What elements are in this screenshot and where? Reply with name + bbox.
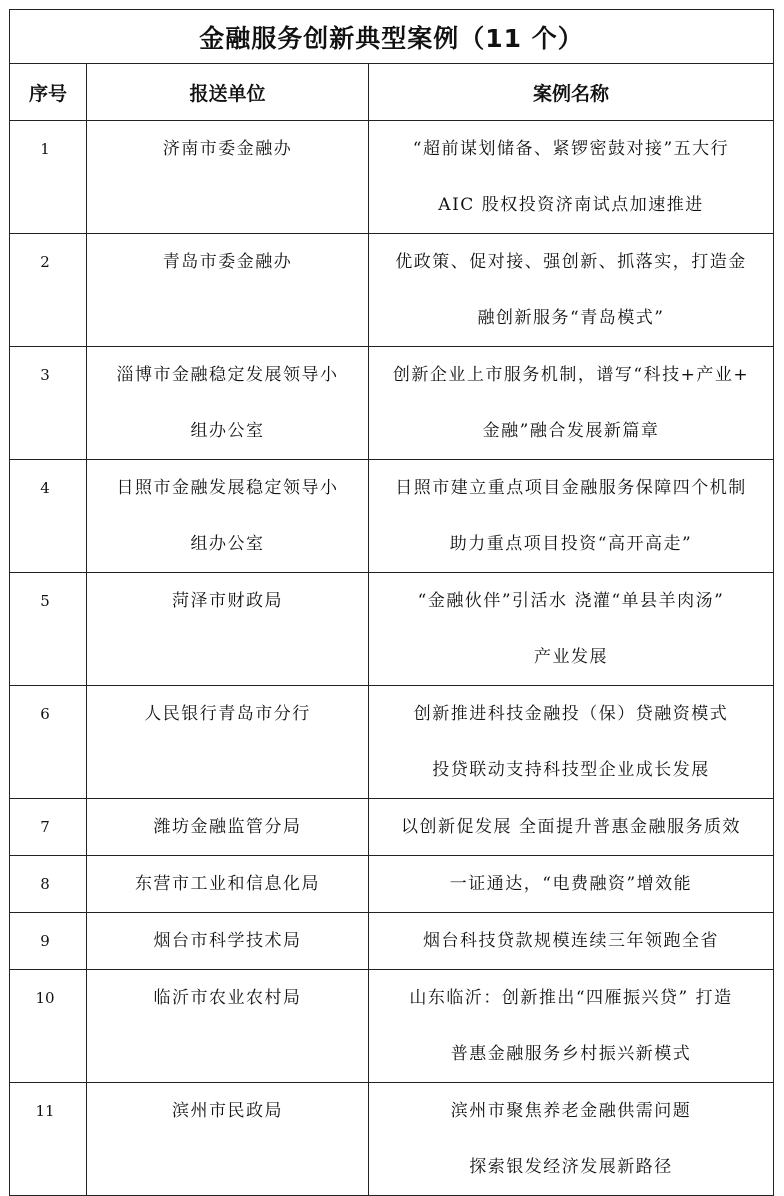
row-index-cell [10,913,87,970]
row-index: 1 [40,140,50,158]
row-case-cell [369,234,774,347]
header-index: 序号 [10,64,87,121]
row-case-cell [369,799,774,856]
case-name: 一证通达，“电费融资”增效能 [449,874,693,894]
reporting-unit: 滨州市民政局 [172,1101,283,1121]
case-table [9,9,774,1196]
reporting-unit: 东营市工业和信息化局 [135,874,320,894]
row-index-cell [10,686,87,799]
row-index-cell [10,234,87,347]
case-name: 产业发展 [534,647,608,667]
row-unit-cell [87,913,369,970]
reporting-unit: 组办公室 [190,421,265,441]
row-unit-cell [87,234,369,347]
case-name: 烟台科技贷款规模连续三年领跑全省 [423,931,719,951]
row-unit-cell [87,347,369,460]
table-row [10,121,774,234]
reporting-unit: 临沂市农业农村局 [153,988,302,1008]
row-index: 11 [35,1102,55,1120]
row-unit-cell [87,970,369,1083]
row-case-cell [369,121,774,234]
row-case-cell [369,347,774,460]
row-index: 10 [35,989,55,1007]
case-name: “金融伙伴”引活水 浇灌“单县羊肉汤” [417,591,725,611]
row-index-cell [10,121,87,234]
row-case-cell [369,686,774,799]
row-unit-cell [87,121,369,234]
row-index: 6 [40,705,50,723]
case-name: 创新推进科技金融投（保）贷融资模式 [413,704,729,724]
reporting-unit: 日照市金融发展稳定领导小 [116,478,339,498]
row-unit-cell [87,686,369,799]
row-index-cell [10,799,87,856]
case-name: AIC 股权投资济南试点加速推进 [438,195,704,215]
case-name: 金融”融合发展新篇章 [482,421,660,441]
row-index-cell [10,970,87,1083]
table-row [10,799,774,856]
reporting-unit: 烟台市科学技术局 [153,931,302,951]
row-index: 2 [40,253,50,271]
reporting-unit: 组办公室 [190,534,265,554]
row-unit-cell [87,573,369,686]
title-row [10,10,774,64]
row-unit-cell [87,460,369,573]
case-name: 优政策、促对接、强创新、抓落实，打造金 [395,252,747,272]
row-index: 4 [40,479,50,497]
case-name: 滨州市聚焦养老金融供需问题 [450,1101,692,1121]
table-row [10,1083,774,1196]
table-title: 金融服务创新典型案例（11 个） [10,10,774,64]
table-row [10,347,774,460]
row-index: 3 [40,366,50,384]
reporting-unit: 菏泽市财政局 [172,591,283,611]
table-row [10,234,774,347]
row-unit-cell [87,856,369,913]
row-case-cell [369,856,774,913]
case-name: 普惠金融服务乡村振兴新模式 [450,1044,692,1064]
case-name: 探索银发经济发展新路径 [469,1157,673,1177]
row-index: 5 [40,592,50,610]
table-row [10,460,774,573]
reporting-unit: 潍坊金融监管分局 [153,817,302,837]
row-case-cell [369,970,774,1083]
table-row [10,856,774,913]
case-name: 日照市建立重点项目金融服务保障四个机制 [395,478,747,498]
case-name: 创新企业上市服务机制，谱写“科技+产业+ [392,365,750,385]
case-name: 投贷联动支持科技型企业成长发展 [432,760,710,780]
row-index-cell [10,573,87,686]
case-name: 助力重点项目投资“高开高走” [449,534,693,554]
header-case-name: 案例名称 [369,64,774,121]
reporting-unit: 淄博市金融稳定发展领导小 [116,365,339,385]
table-row [10,573,774,686]
header-unit: 报送单位 [87,64,369,121]
reporting-unit: 人民银行青岛市分行 [144,704,311,724]
table-row [10,970,774,1083]
table-row [10,913,774,970]
reporting-unit: 青岛市委金融办 [162,252,293,272]
table-row [10,686,774,799]
case-name: “超前谋划储备、紧锣密鼓对接”五大行 [412,139,730,159]
row-index: 9 [40,932,50,950]
row-case-cell [369,1083,774,1196]
row-index-cell [10,856,87,913]
case-name: 融创新服务“青岛模式” [477,308,665,328]
row-unit-cell [87,799,369,856]
row-index: 7 [40,818,50,836]
case-name: 以创新促发展 全面提升普惠金融服务质效 [401,817,741,837]
row-case-cell [369,460,774,573]
row-unit-cell [87,1083,369,1196]
row-case-cell [369,913,774,970]
row-case-cell [369,573,774,686]
case-name: 山东临沂：创新推出“四雁振兴贷” 打造 [409,988,733,1008]
row-index: 8 [40,875,50,893]
row-index-cell [10,460,87,573]
reporting-unit: 济南市委金融办 [162,139,293,159]
row-index-cell [10,1083,87,1196]
header-row [10,64,774,121]
row-index-cell [10,347,87,460]
